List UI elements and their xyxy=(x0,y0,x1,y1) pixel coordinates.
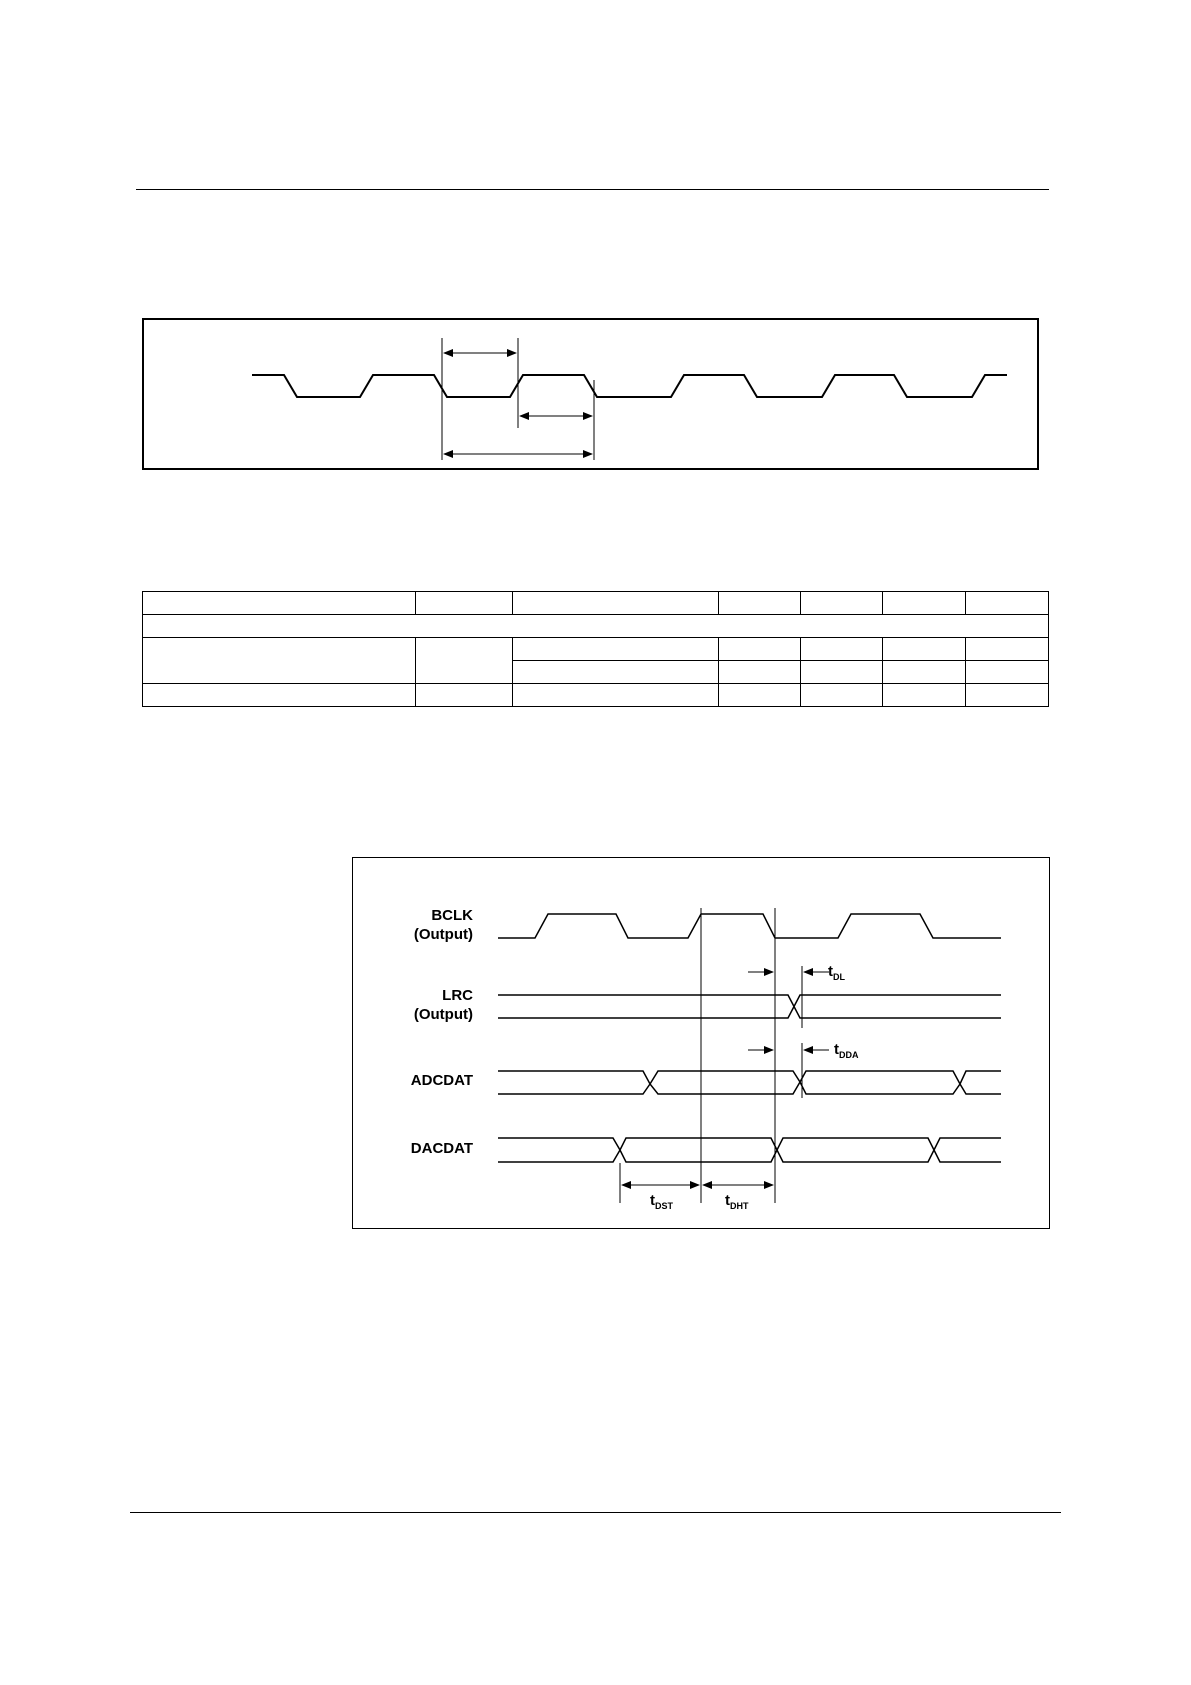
adcdat-waveform xyxy=(498,1071,1001,1094)
dacdat-waveform xyxy=(498,1138,1001,1162)
timing-label-tdht: $t_{DHT}$ xyxy=(725,1192,749,1211)
table-section-row xyxy=(143,615,1049,638)
timing-label-tdl: $t_{DL}$ xyxy=(828,963,845,982)
timing-spec-table xyxy=(142,591,1049,707)
lrc-waveform xyxy=(498,995,1001,1018)
table-row xyxy=(143,684,1049,707)
header-rule xyxy=(136,189,1049,190)
signal-label-lrc: LRC (Output) xyxy=(413,987,473,1023)
signal-label-dacdat: DACDAT xyxy=(410,1140,473,1157)
table-header-row xyxy=(143,592,1049,615)
timing-label-tdda: $t_{DDA}$ xyxy=(834,1041,859,1060)
audio-interface-timing-diagram xyxy=(352,857,1050,1229)
footer-rule xyxy=(130,1512,1061,1513)
table-row xyxy=(143,638,1049,661)
timing-label-tdst: $t_{DST}$ xyxy=(650,1192,673,1211)
clock-waveform xyxy=(144,320,1037,468)
bclk-waveform xyxy=(498,914,1001,938)
signal-label-bclk: BCLK (Output) xyxy=(413,907,473,943)
clock-timing-diagram xyxy=(142,318,1039,470)
clock-signal xyxy=(252,375,1007,397)
signal-label-adcdat: ADCDAT xyxy=(410,1072,473,1089)
